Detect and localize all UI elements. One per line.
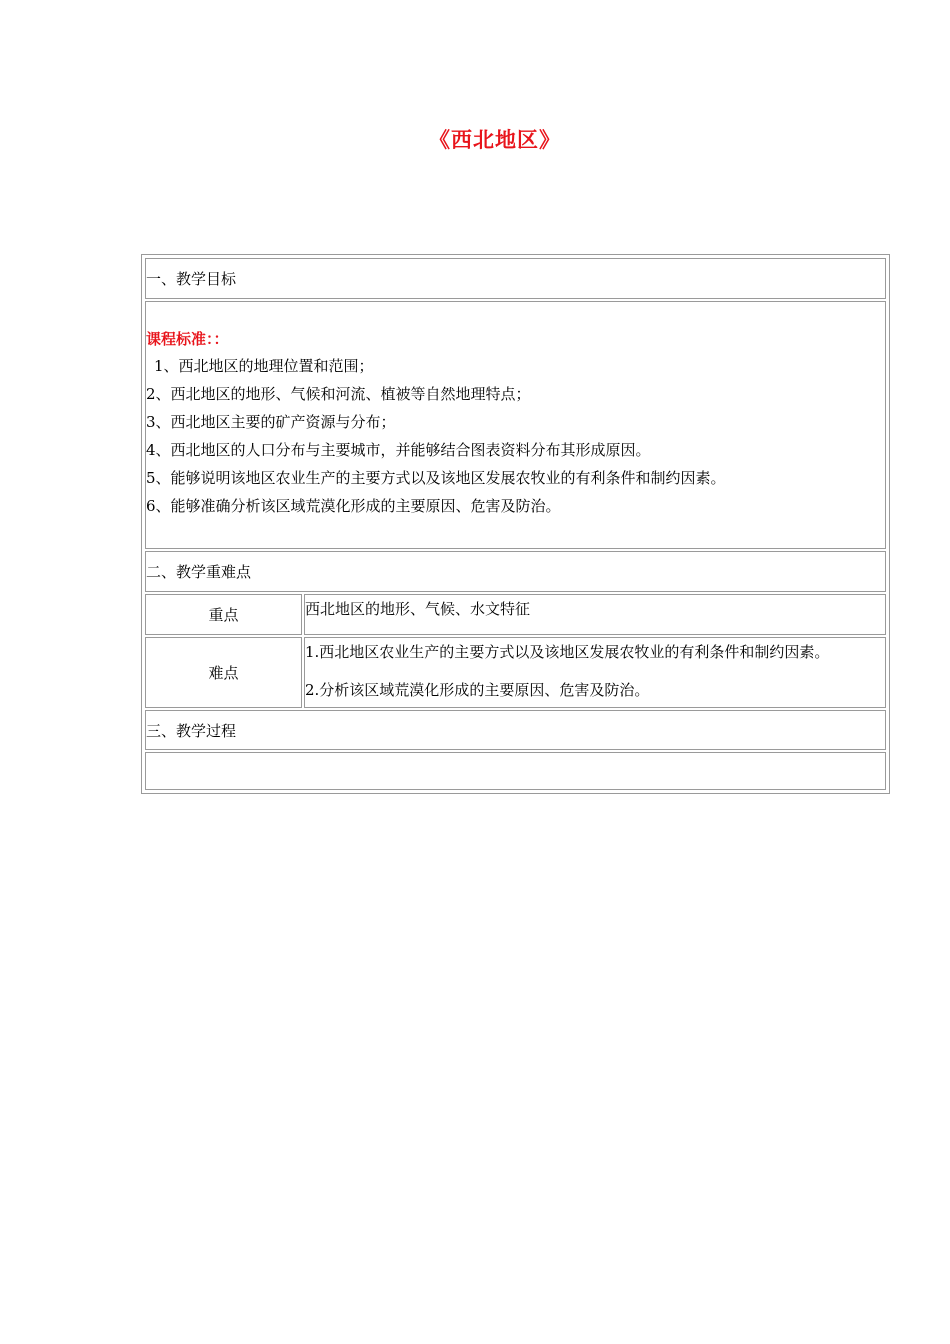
difficult-point-line: 1.西北地区农业生产的主要方式以及该地区发展农牧业的有利条件和制约因素。 — [305, 643, 830, 661]
section-3-header — [145, 710, 886, 750]
key-points-table — [145, 594, 886, 708]
key-point-label-cell — [145, 594, 302, 635]
key-point-text-cell — [304, 594, 886, 635]
section-3-content — [145, 752, 886, 790]
difficult-point-label: 难点 — [208, 664, 239, 682]
section-1-label: 一、教学目标 — [146, 270, 237, 288]
standard-item: 3、西北地区主要的矿产资源与分布； — [146, 413, 396, 431]
standard-item: 2、西北地区的地形、气候和河流、植被等自然地理特点； — [146, 385, 531, 403]
section-3-label: 三、教学过程 — [146, 721, 237, 740]
key-point-text: 西北地区的地形、气候、水文特征 — [305, 600, 531, 618]
course-standards — [146, 326, 885, 520]
standard-item: 4、西北地区的人口分布与主要城市，并能够结合图表资料分布其形成原因。 — [146, 441, 651, 459]
difficult-point-line: 2.分析该区域荒漠化形成的主要原因、危害及防治。 — [305, 681, 650, 699]
standard-item: 6、能够准确分析该区域荒漠化形成的主要原因、危害及防治。 — [146, 497, 561, 515]
section-1-content — [145, 301, 886, 549]
standard-item: 5、能够说明该地区农业生产的主要方式以及该地区发展农牧业的有利条件和制约因素。 — [146, 469, 726, 487]
difficult-point-text-cell — [304, 637, 886, 708]
section-2-label: 二、教学重难点 — [146, 563, 252, 581]
difficult-point-label-cell — [145, 637, 302, 708]
key-point-label: 重点 — [208, 606, 239, 624]
standard-item: 1、西北地区的地理位置和范围； — [154, 357, 374, 375]
lesson-plan-table — [141, 254, 890, 794]
document-title: 《西北地区》 — [429, 127, 561, 152]
section-2-header — [145, 551, 886, 592]
section-1-header — [145, 258, 886, 299]
course-standards-heading: 课程标准：： — [146, 330, 229, 348]
